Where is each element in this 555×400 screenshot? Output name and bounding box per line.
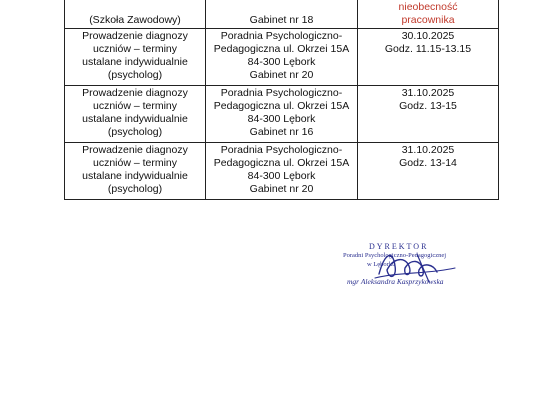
cell-text: Poradnia Psychologiczno- (220, 144, 343, 156)
cell-text: 84-300 Lębork (247, 170, 316, 182)
director-stamp (331, 240, 491, 296)
cell-text: Gabinet nr 18 (249, 14, 314, 26)
cell-date (358, 0, 499, 29)
cell-text: Prowadzenie diagnozy (82, 30, 188, 42)
table-row (65, 143, 499, 200)
table-row (65, 86, 499, 143)
cell-text: ustalane indywidualnie (82, 113, 188, 125)
cell-date (358, 29, 499, 86)
cell-text: uczniów – terminy (92, 100, 178, 112)
cell-text: ustalane indywidualnie (82, 170, 188, 182)
cell-date (358, 86, 499, 143)
cell-location (206, 143, 358, 200)
cell-text: uczniów – terminy (92, 157, 178, 169)
cell-text: 84-300 Lębork (247, 113, 316, 125)
cell-note-text: nieobecność (398, 1, 458, 13)
cell-text: 31.10.2025 (401, 144, 455, 156)
stamp-name: mgr Aleksandra Kasprzykowska (347, 277, 444, 286)
cell-text: Godz. 13-14 (399, 157, 457, 169)
cell-text: Poradnia Psychologiczno- (220, 30, 343, 42)
cell-text: Prowadzenie diagnozy (82, 87, 188, 99)
cell-text: Poradnia Psychologiczno- (220, 87, 343, 99)
cell-text: Godz. 11.15-13.15 (384, 43, 472, 55)
cell-text: Pedagogiczna ul. Okrzei 15A (213, 43, 350, 55)
cell-text: Gabinet nr 20 (249, 69, 314, 81)
cell-text: Gabinet nr 20 (249, 183, 314, 195)
cell-text: (psycholog) (107, 69, 163, 81)
cell-location (206, 0, 358, 29)
cell-text: Pedagogiczna ul. Okrzei 15A (213, 100, 350, 112)
cell-activity (65, 143, 206, 200)
cell-location (206, 86, 358, 143)
cell-text: (psycholog) (107, 126, 163, 138)
stamp-city: w Lęborku (367, 261, 396, 268)
cell-text: (psycholog) (107, 183, 163, 195)
cell-text: 30.10.2025 (401, 30, 455, 42)
cell-date (358, 143, 499, 200)
cell-activity (65, 29, 206, 86)
cell-text: uczniów – terminy (92, 43, 178, 55)
schedule-table (64, 0, 499, 200)
table-row (65, 29, 499, 86)
cell-activity (65, 86, 206, 143)
stamp-institution: Poradni Psychologiczno-Pedagogicznej (343, 252, 447, 259)
cell-activity (65, 0, 206, 29)
cell-text: Pedagogiczna ul. Okrzei 15A (213, 157, 350, 169)
cell-text: 84-300 Lębork (247, 56, 316, 68)
cell-text: Prowadzenie diagnozy (82, 144, 188, 156)
cell-note-text: pracownika (401, 14, 455, 26)
cell-text: (Szkoła Zawodowy) (89, 14, 181, 26)
cell-text: Godz. 13-15 (399, 100, 457, 112)
cell-text: 31.10.2025 (401, 87, 455, 99)
cell-text: Gabinet nr 16 (249, 126, 314, 138)
cell-text: ustalane indywidualnie (82, 56, 188, 68)
stamp-title: DYREKTOR (369, 242, 429, 251)
cell-location (206, 29, 358, 86)
table-row-partial (65, 0, 499, 29)
